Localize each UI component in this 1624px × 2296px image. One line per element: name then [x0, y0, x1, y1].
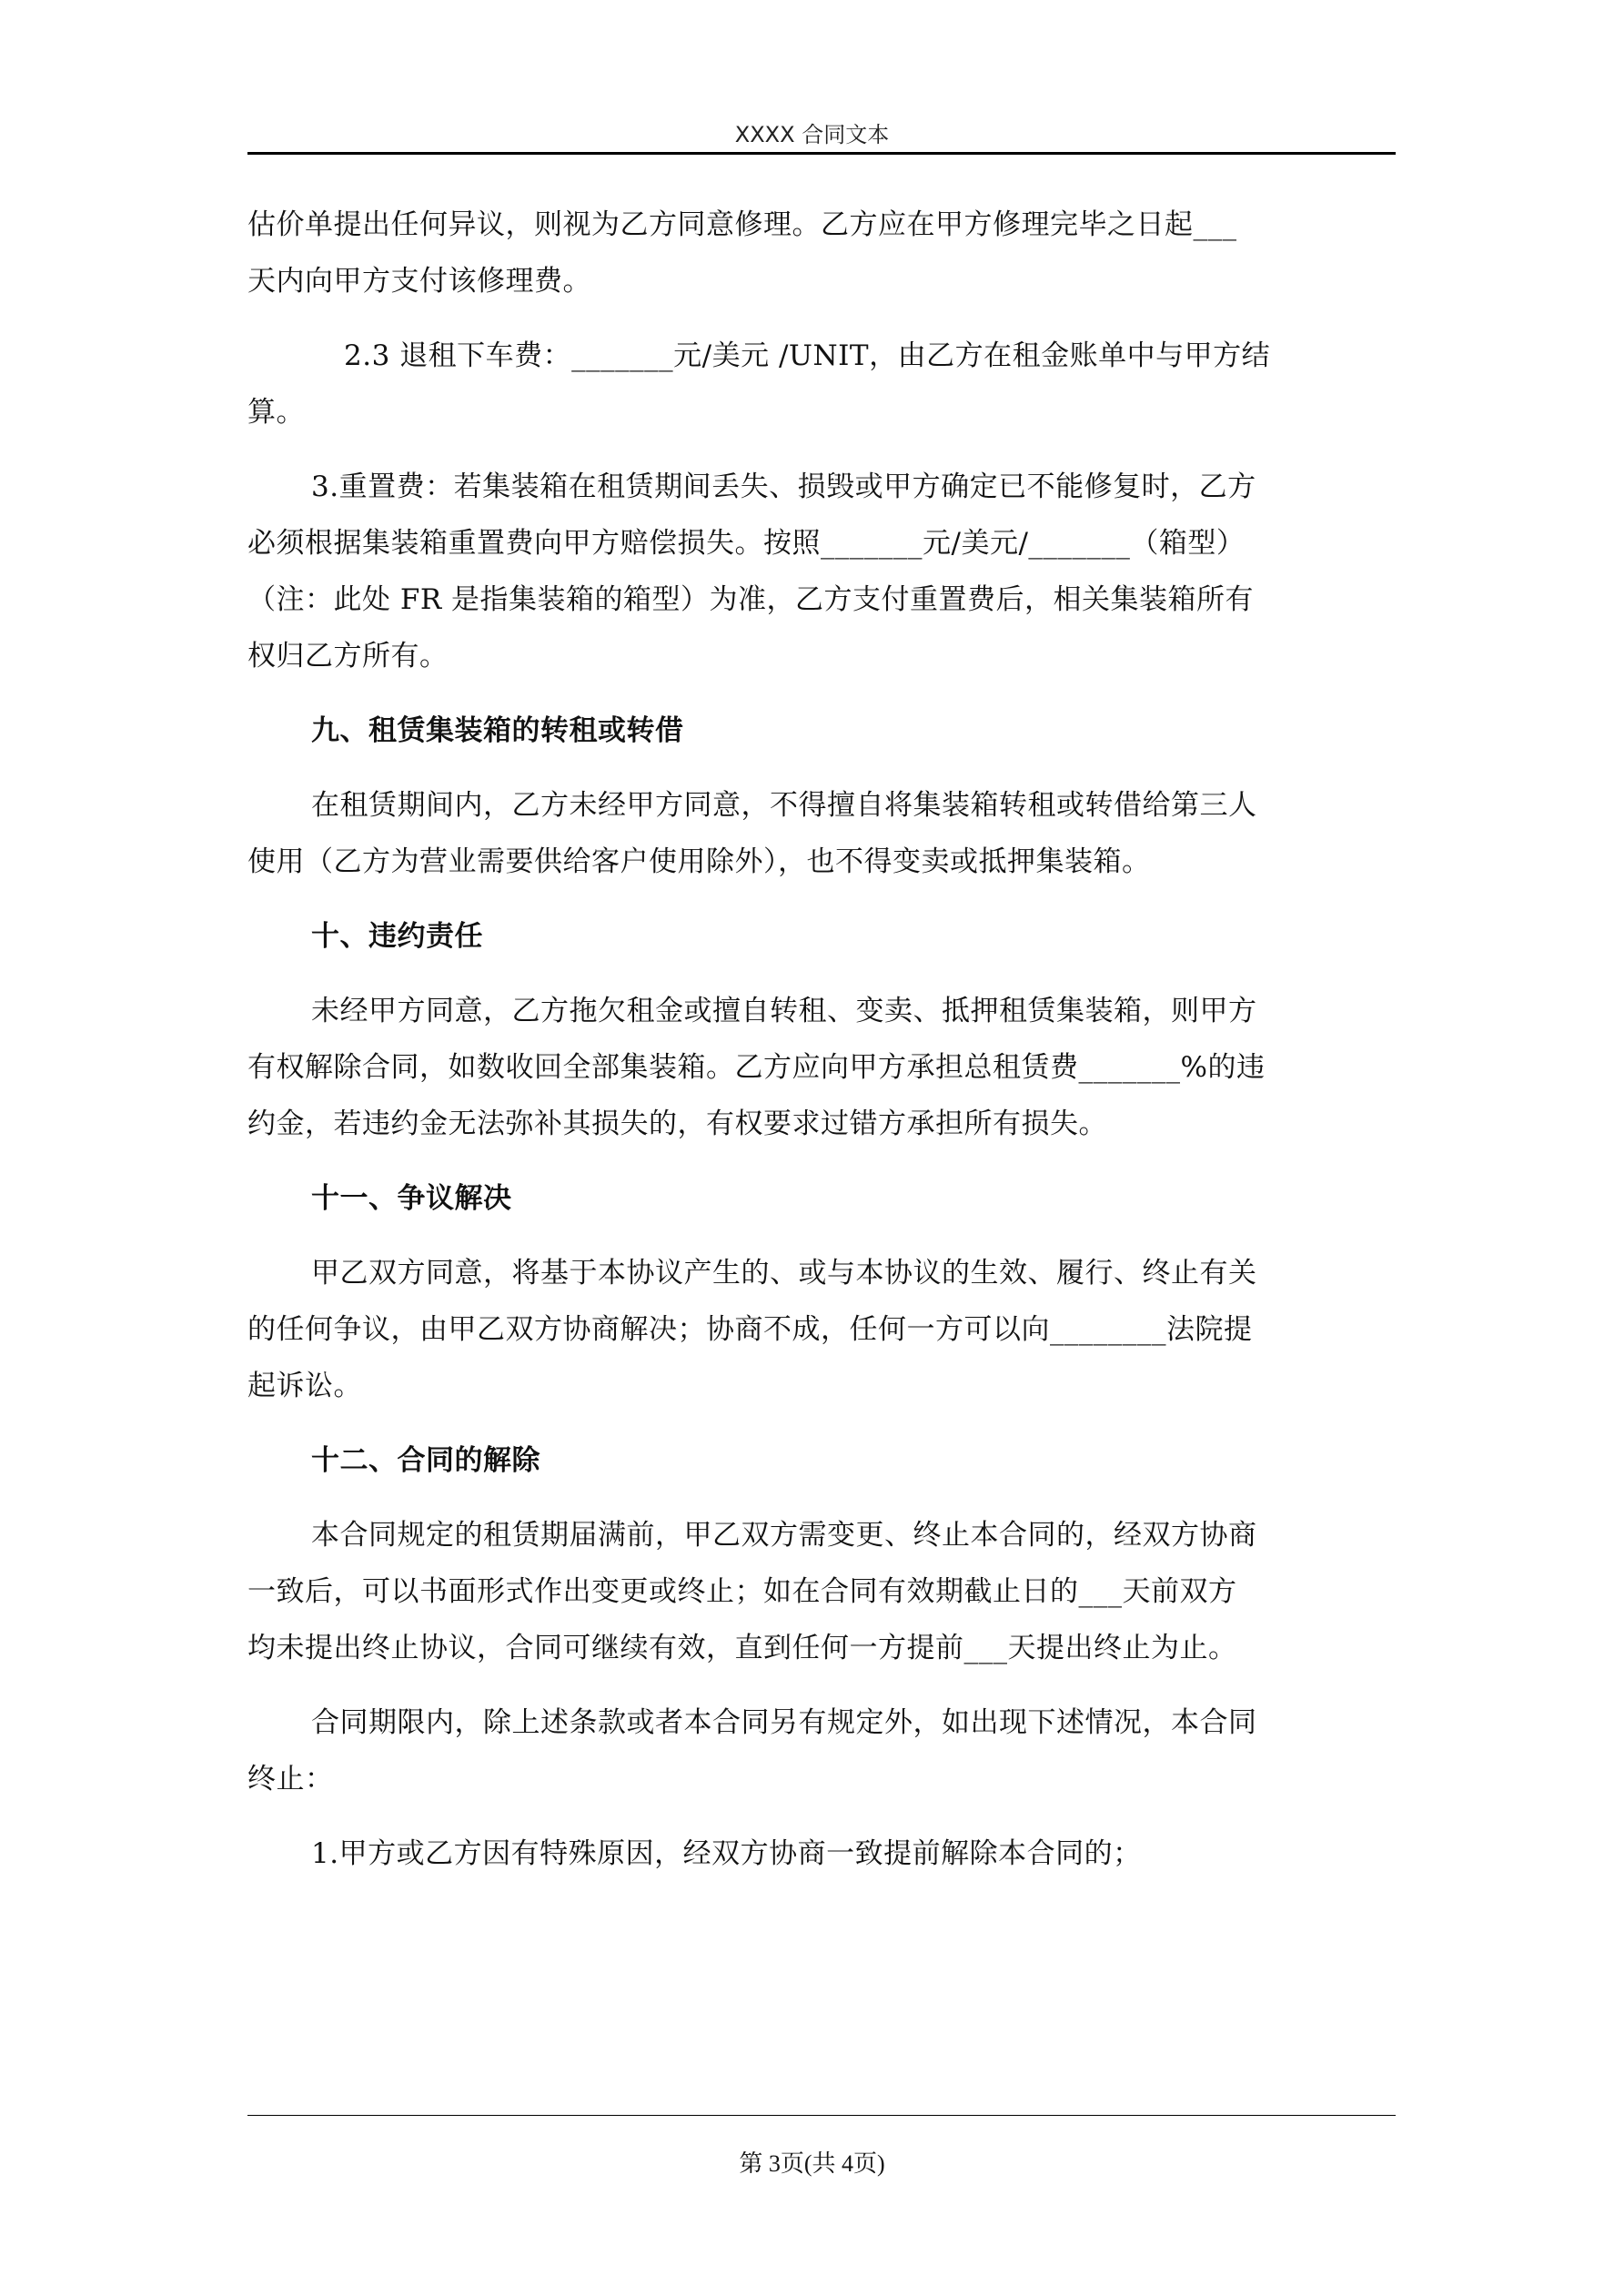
text-line: 甲乙双方同意，将基于本协议产生的、或与本协议的生效、履行、终止有关: [311, 1257, 1257, 1290]
text-line: 本合同规定的租赁期届满前，甲乙双方需变更、终止本合同的，经双方协商: [311, 1519, 1257, 1552]
paragraph: [247, 777, 1396, 890]
text-line: 起诉讼。: [247, 1370, 362, 1402]
paragraph: [247, 1694, 1396, 1807]
section-heading: [247, 1432, 1396, 1489]
text-line: 的任何争议，由甲乙双方协商解决；协商不成，任何一方可以向________法院提: [247, 1313, 1253, 1346]
paragraph: [247, 197, 1396, 309]
text-line: 2.3 退租下车费：_______元/美元 /UNIT，由乙方在租金账单中与甲方结: [344, 339, 1271, 372]
text-line: 估价单提出任何异议，则视为乙方同意修理。乙方应在甲方修理完毕之日起___: [247, 208, 1237, 241]
text-line: 1.甲方或乙方因有特殊原因，经双方协商一致提前解除本合同的；: [311, 1837, 1142, 1870]
paragraph: [247, 328, 1396, 440]
page-number: 第 3页(共 4页): [739, 2150, 885, 2177]
paragraph: [247, 1826, 1396, 1882]
paragraph: [247, 459, 1396, 684]
section-heading: [247, 908, 1396, 965]
text-line: 约金，若违约金无法弥补其损失的，有权要求过错方承担所有损失。: [247, 1108, 1107, 1140]
text-line: 终止：: [247, 1763, 334, 1795]
text-line: 未经甲方同意，乙方拖欠租金或擅自转租、变卖、抵押租赁集装箱，则甲方: [311, 995, 1257, 1027]
text-line: 十二、合同的解除: [311, 1444, 540, 1477]
text-line: 必须根据集装箱重置费向甲方赔偿损失。按照_______元/美元/_______（箱型）: [247, 527, 1246, 560]
text-line: （注：此处 FR 是指集装箱的箱型）为准，乙方支付重置费后，相关集装箱所有: [247, 583, 1255, 616]
section-heading: [247, 703, 1396, 759]
text-line: 算。: [247, 396, 305, 429]
text-line: 均未提出终止协议，合同可继续有效，直到任何一方提前___天提出终止为止。: [247, 1632, 1237, 1664]
text-line: 合同期限内，除上述条款或者本合同另有规定外，如出现下述情况，本合同: [311, 1706, 1257, 1739]
text-line: 3.重置费：若集装箱在租赁期间丢失、损毁或甲方确定已不能修复时，乙方: [311, 470, 1256, 503]
paragraph: [247, 983, 1396, 1152]
text-line: 十一、争议解决: [311, 1182, 512, 1215]
header-title: XXXX 合同文本: [734, 122, 890, 147]
text-line: 天内向甲方支付该修理费。: [247, 265, 591, 298]
text-line: 在租赁期间内，乙方未经甲方同意，不得擅自将集装箱转租或转借给第三人: [311, 789, 1257, 822]
text-line: 九、租赁集装箱的转租或转借: [311, 714, 684, 747]
section-heading: [247, 1170, 1396, 1227]
header-rule: [247, 152, 1396, 155]
text-line: 使用（乙方为营业需要供给客户使用除外），也不得变卖或抵押集装箱。: [247, 845, 1151, 878]
text-line: 权归乙方所有。: [247, 640, 449, 673]
paragraph: [247, 1245, 1396, 1414]
text-line: 十、违约责任: [311, 920, 483, 953]
document-body: [247, 197, 1396, 1882]
text-line: 一致后，可以书面形式作出变更或终止；如在合同有效期截止日的___天前双方: [247, 1575, 1237, 1608]
footer-rule: [247, 2115, 1396, 2116]
text-line: 有权解除合同，如数收回全部集装箱。乙方应向甲方承担总租赁费_______%的违: [247, 1051, 1266, 1084]
paragraph: [247, 1507, 1396, 1676]
